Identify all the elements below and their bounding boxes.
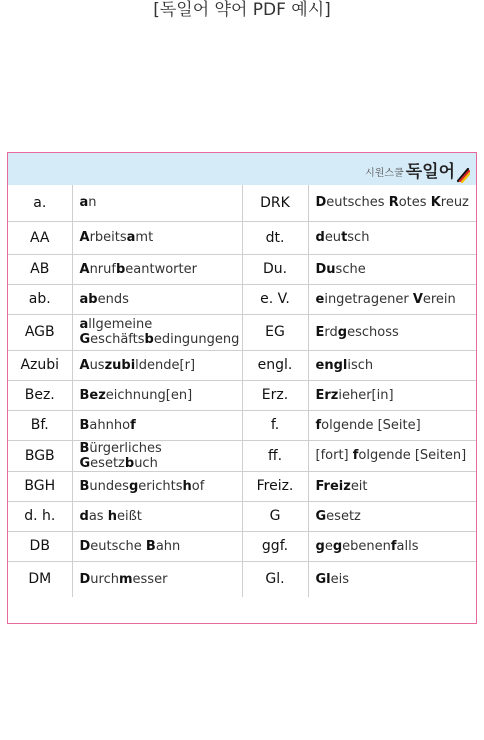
- highlight-letters: t: [341, 230, 348, 245]
- definition-cell: [72, 501, 242, 531]
- table-row: [8, 380, 476, 410]
- brand-small-text: 시원스쿨: [365, 168, 404, 179]
- highlight-letters: zubi: [104, 357, 136, 373]
- definition-cell: [72, 471, 242, 501]
- highlight-letters: engl: [315, 357, 348, 373]
- definition-text: mt: [135, 230, 154, 245]
- definition-cell: [308, 471, 476, 501]
- highlight-letters: A: [79, 261, 90, 277]
- definition-text: eu: [324, 230, 342, 245]
- definition-cell: [308, 284, 476, 314]
- definition-text: n: [88, 195, 97, 211]
- abbreviation-cell: Gl.: [242, 561, 308, 597]
- definition-text: eschäfts: [90, 332, 145, 347]
- definition-cell: [72, 221, 242, 254]
- abbreviation-cell: Erz.: [242, 380, 308, 410]
- highlight-letters: h: [182, 478, 192, 494]
- definition-cell: [308, 501, 476, 531]
- definition-text: of: [191, 478, 205, 494]
- definition-cell: [72, 561, 242, 597]
- definition-text: eis: [330, 571, 350, 587]
- definition-cell: [72, 254, 242, 284]
- highlight-letters: G: [315, 508, 327, 524]
- table-row: [8, 185, 476, 221]
- abbreviation-cell: f.: [242, 410, 308, 440]
- highlight-letters: a: [79, 317, 89, 332]
- definition-text: us: [89, 357, 105, 373]
- definition-text: reuz: [440, 195, 469, 211]
- abbreviation-cell: DB: [8, 531, 72, 561]
- definition-text: llgemeine: [88, 317, 153, 332]
- definition-text: as: [88, 508, 108, 524]
- highlight-letters: g: [128, 478, 139, 494]
- highlight-letters: f: [315, 417, 322, 433]
- abbreviation-cell: Freiz.: [242, 471, 308, 501]
- definition-text: erein: [422, 291, 456, 307]
- abbreviation-cell: dt.: [242, 221, 308, 254]
- abbreviation-card: [7, 152, 477, 624]
- definition-text: undes: [89, 478, 129, 494]
- definition-cell: [72, 380, 242, 410]
- definition-cell: [308, 221, 476, 254]
- abbreviation-cell: Bez.: [8, 380, 72, 410]
- highlight-letters: h: [107, 508, 117, 524]
- definition-cell: [72, 185, 242, 221]
- definition-text: eichnung[en]: [105, 387, 193, 403]
- definition-cell: [308, 254, 476, 284]
- definition-text: esser: [132, 571, 168, 587]
- definition-cell: [308, 185, 476, 221]
- definition-cell: [72, 314, 242, 350]
- brand-big-text: 독일어: [405, 162, 455, 182]
- highlight-letters: g: [337, 324, 348, 340]
- table-row: [8, 350, 476, 380]
- highlight-letters: b: [124, 455, 135, 471]
- table-row: [8, 440, 476, 471]
- definition-text: rbeits: [89, 230, 127, 245]
- definition-text: esetz: [326, 508, 361, 524]
- definition-text: isch: [347, 357, 374, 373]
- definition-text: sch: [347, 230, 370, 245]
- highlight-letters: ab: [79, 291, 98, 307]
- definition-cell: [72, 284, 242, 314]
- definition-cell: [308, 531, 476, 561]
- definition-text: rd: [324, 324, 338, 340]
- definition-cell: [308, 314, 476, 350]
- highlight-letters: e: [315, 291, 325, 307]
- highlight-letters: B: [145, 538, 156, 554]
- table-row: [8, 410, 476, 440]
- definition-text: erichts: [138, 478, 183, 494]
- highlight-letters: E: [315, 324, 325, 340]
- highlight-letters: d: [315, 230, 325, 245]
- highlight-letters: D: [79, 538, 91, 554]
- definition-cell: [308, 440, 476, 471]
- abbreviation-cell: AB: [8, 254, 72, 284]
- abbreviation-cell: e. V.: [242, 284, 308, 314]
- table-row: [8, 314, 476, 350]
- abbreviation-cell: Azubi: [8, 350, 72, 380]
- highlight-letters: a: [126, 230, 136, 245]
- definition-text: ahn: [155, 538, 181, 554]
- definition-cell: [308, 410, 476, 440]
- highlight-letters: K: [430, 195, 441, 211]
- abbreviation-cell: DM: [8, 561, 72, 597]
- definition-text: uch: [134, 455, 158, 471]
- definition-text: eantworter: [125, 261, 197, 277]
- highlight-letters: m: [118, 571, 133, 587]
- definition-text: olgende [Seite]: [321, 417, 421, 433]
- flag-stroke-icon: [456, 165, 470, 183]
- highlight-letters: G: [79, 332, 91, 347]
- definition-text: e: [324, 538, 333, 554]
- highlight-letters: g: [332, 538, 343, 554]
- abbreviation-cell: BGH: [8, 471, 72, 501]
- definition-text: ahnho: [89, 417, 131, 433]
- definition-text: otes: [398, 195, 431, 211]
- definition-text: eutsches: [326, 195, 389, 211]
- definition-text: urch: [90, 571, 119, 587]
- definition-cell: [72, 350, 242, 380]
- definition-text: edingungeng: [153, 332, 240, 347]
- card-header: [8, 153, 476, 185]
- table-row: [8, 561, 476, 597]
- definition-text: ieher[in]: [338, 387, 394, 403]
- highlight-letters: d: [79, 508, 89, 524]
- definition-text: nruf: [89, 261, 116, 277]
- table-row: [8, 254, 476, 284]
- abbreviation-cell: AA: [8, 221, 72, 254]
- highlight-letters: A: [79, 357, 90, 373]
- highlight-letters: Bez: [79, 387, 106, 403]
- definition-text: ebenen: [342, 538, 391, 554]
- highlight-letters: Erz: [315, 387, 339, 403]
- highlight-letters: f: [130, 417, 136, 433]
- abbreviation-cell: Du.: [242, 254, 308, 284]
- abbreviation-cell: EG: [242, 314, 308, 350]
- highlight-letters: R: [388, 195, 399, 211]
- table-row: [8, 501, 476, 531]
- definition-text: eutsche: [90, 538, 146, 554]
- table-row: [8, 531, 476, 561]
- abbreviation-cell: G: [242, 501, 308, 531]
- abbreviation-cell: BGB: [8, 440, 72, 471]
- definition-cell: [72, 531, 242, 561]
- abbreviation-table: [8, 185, 476, 597]
- abbreviation-cell: ab.: [8, 284, 72, 314]
- definition-cell: [308, 561, 476, 597]
- abbreviation-cell: ff.: [242, 440, 308, 471]
- abbreviation-cell: AGB: [8, 314, 72, 350]
- definition-text: olgende [Seiten]: [358, 448, 467, 463]
- highlight-letters: A: [79, 230, 90, 245]
- definition-text: eit: [350, 478, 368, 494]
- definition-text: eschoss: [347, 324, 399, 340]
- table-row: [8, 471, 476, 501]
- highlight-letters: b: [144, 332, 154, 347]
- definition-text: alls: [396, 538, 419, 554]
- definition-text: eißt: [116, 508, 142, 524]
- table-row: [8, 221, 476, 254]
- definition-text: [fort]: [315, 448, 353, 463]
- definition-text: ldende[r]: [135, 357, 196, 373]
- abbreviation-cell: Bf.: [8, 410, 72, 440]
- highlight-letters: D: [79, 571, 91, 587]
- highlight-letters: B: [79, 440, 90, 456]
- definition-cell: [308, 380, 476, 410]
- highlight-letters: Du: [315, 261, 336, 277]
- highlight-letters: B: [79, 417, 90, 433]
- abbreviation-cell: d. h.: [8, 501, 72, 531]
- highlight-letters: f: [352, 448, 359, 463]
- definition-text: sche: [335, 261, 366, 277]
- highlight-letters: f: [390, 538, 397, 554]
- definition-text: esetz: [90, 455, 125, 471]
- abbreviation-cell: a.: [8, 185, 72, 221]
- abbreviation-cell: DRK: [242, 185, 308, 221]
- abbreviation-cell: engl.: [242, 350, 308, 380]
- highlight-letters: V: [412, 291, 423, 307]
- highlight-letters: b: [115, 261, 126, 277]
- page-title: [독일어 약어 PDF 예시]: [153, 0, 331, 20]
- highlight-letters: G: [79, 455, 91, 471]
- highlight-letters: g: [315, 538, 325, 554]
- table-row: [8, 284, 476, 314]
- definition-cell: [72, 410, 242, 440]
- definition-text: ingetragener: [324, 291, 413, 307]
- highlight-letters: Gl: [315, 571, 331, 587]
- definition-cell: [308, 350, 476, 380]
- highlight-letters: B: [79, 478, 90, 494]
- highlight-letters: Freiz: [315, 478, 351, 494]
- brand-logo: [365, 157, 470, 183]
- highlight-letters: D: [315, 195, 327, 211]
- definition-text: ends: [97, 291, 129, 307]
- highlight-letters: a: [79, 195, 89, 211]
- definition-cell: [72, 440, 242, 471]
- abbreviation-cell: ggf.: [242, 531, 308, 561]
- definition-text: ürgerliches: [89, 440, 162, 456]
